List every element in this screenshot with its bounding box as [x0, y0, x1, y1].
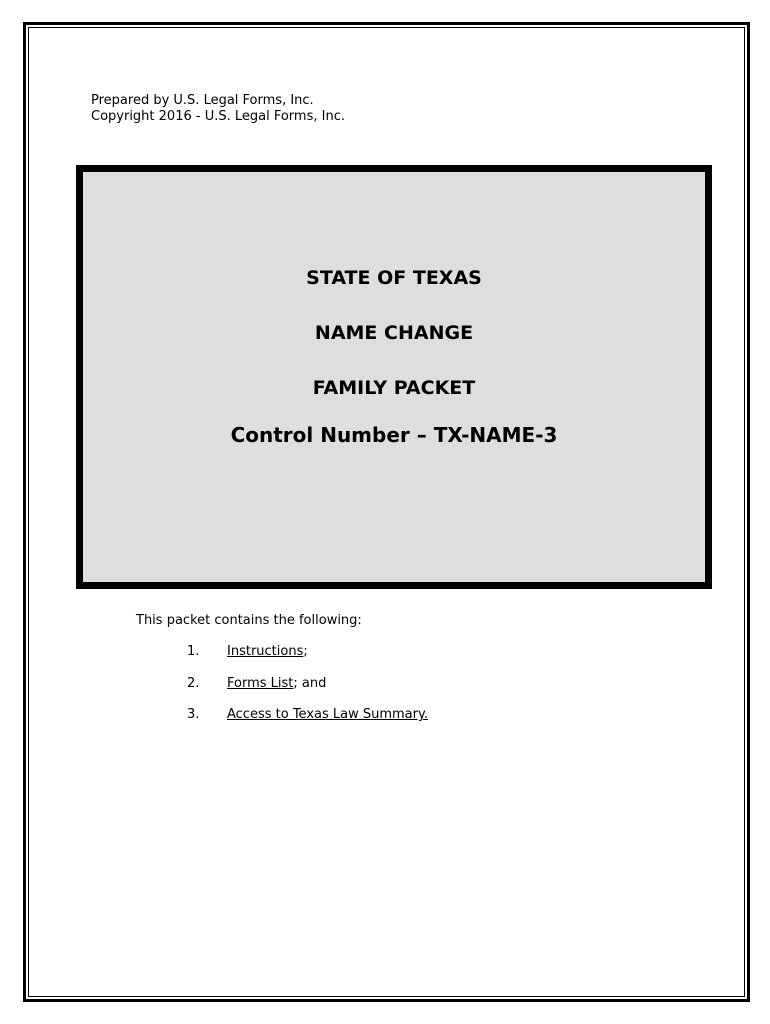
- item-suffix: ; and: [293, 676, 327, 691]
- form-type-title: NAME CHANGE: [314, 322, 474, 344]
- item-suffix: ;: [303, 644, 308, 659]
- prepared-by-text: Prepared by U.S. Legal Forms, Inc.: [91, 93, 314, 108]
- control-number: Control Number – TX-NAME-3: [230, 423, 558, 447]
- packet-title: FAMILY PACKET: [312, 377, 476, 399]
- title-box: [76, 165, 712, 589]
- item-number: 3.: [187, 707, 200, 722]
- contents-intro: This packet contains the following:: [136, 613, 362, 628]
- law-summary-link[interactable]: Access to Texas Law Summary.: [227, 707, 428, 722]
- list-item: [187, 675, 326, 692]
- list-item: [187, 643, 308, 660]
- preparer-notice: [91, 93, 345, 125]
- copyright-text: Copyright 2016 - U.S. Legal Forms, Inc.: [91, 109, 345, 124]
- instructions-link[interactable]: Instructions: [227, 644, 304, 659]
- item-number: 2.: [187, 676, 200, 691]
- item-number: 1.: [187, 644, 200, 659]
- list-item: [187, 706, 428, 723]
- state-title: STATE OF TEXAS: [306, 267, 482, 289]
- forms-list-link[interactable]: Forms List: [227, 676, 294, 691]
